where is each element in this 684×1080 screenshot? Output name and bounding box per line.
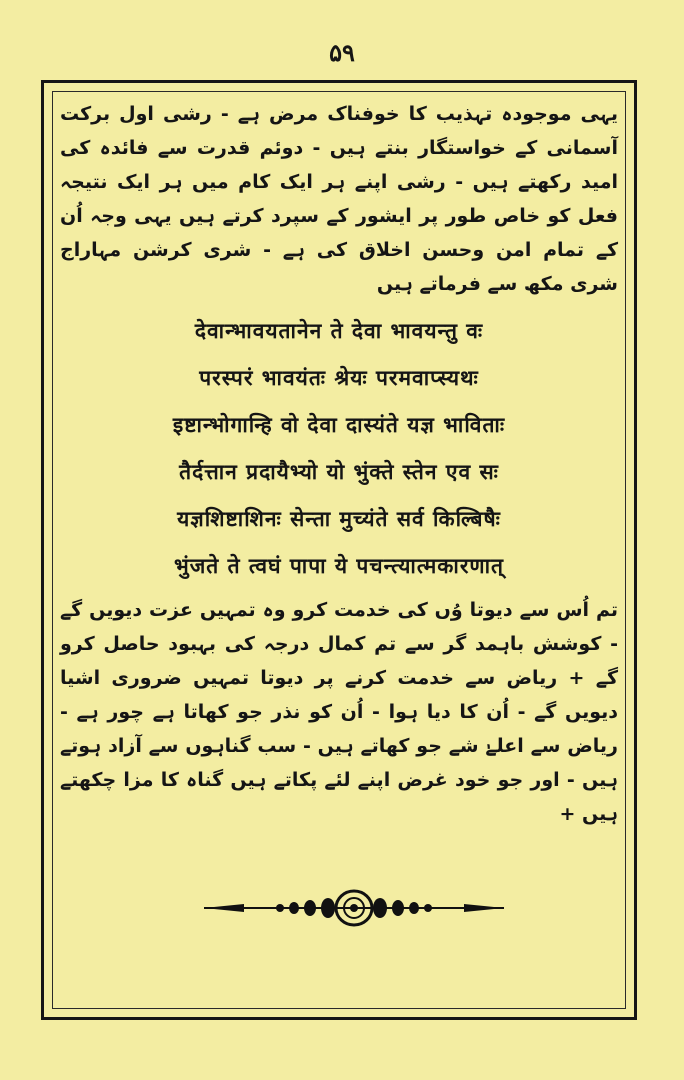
urdu-commentary-paragraph: تم اُس سے دیوتا وُں کی خدمت کرو وہ تمہیں عزت دیویں گے - کوشش باہمد گر سے تم کمال درجہ کی بہبود حاصل کرو گے + ریاض سے خدمت کرنے پر دیوتا تمہیں ضروری اشیا دیویں گے - اُن کا دیا ہوا - اُن کو نذر جو کھاتا ہے چور ہے - ریاض سے اعلےٰ شے جو کھاتے ہیں - سب گناہوں سے آزاد ہوتے ہیں - اور جو خود غرض اپنے لئے پکاتے ہیں گناہ کا مزا چکھتے ہیں + xyxy=(60,599,618,825)
sanskrit-verse-line: इष्टान्भोगान्हि वो देवा दास्यंते यज्ञ भाविताः xyxy=(172,412,506,437)
page-number: ۵۹ xyxy=(329,38,355,67)
sanskrit-verse-line: देवान्भावयतानेन ते देवा भावयन्तु वः xyxy=(194,318,484,343)
sanskrit-verse-line: परस्परं भावयंतः श्रेयः परमवाप्स्यथः xyxy=(199,365,479,390)
sanskrit-verse-line: यज्ञशिष्टाशिनः सेन्ता मुच्यंते सर्व किल्बिषैः xyxy=(177,506,501,531)
page-border xyxy=(41,80,637,1020)
urdu-intro-paragraph: یہی موجودہ تہذیب کا خوفناک مرض ہے - رشی اول برکت آسمانی کے خواستگار بنتے ہیں - دوئم قدرت سے فائدہ کی امید رکھتے ہیں - رشی اپنے ہر ایک کام میں ہر ایک نتیجہ فعل کو خاص طور پر ایشور کے سپرد کرتے ہیں یہی وجہ اُن کے تمام امن وحسن اخلاق کی ہے - شری کرشن مہاراج شری مکھ سے فرماتے ہیں xyxy=(60,103,618,295)
ornament-divider-icon xyxy=(204,883,504,933)
sanskrit-verse-line: तैर्दत्तान प्रदायैभ्यो यो भुंक्ते स्तेन एव सः xyxy=(179,459,499,484)
text-content xyxy=(60,97,618,831)
sanskrit-verse-line: भुंजते ते त्वघं पापा ये पचन्त्यात्मकारणात् xyxy=(173,553,505,578)
sanskrit-verse-block xyxy=(60,307,618,589)
